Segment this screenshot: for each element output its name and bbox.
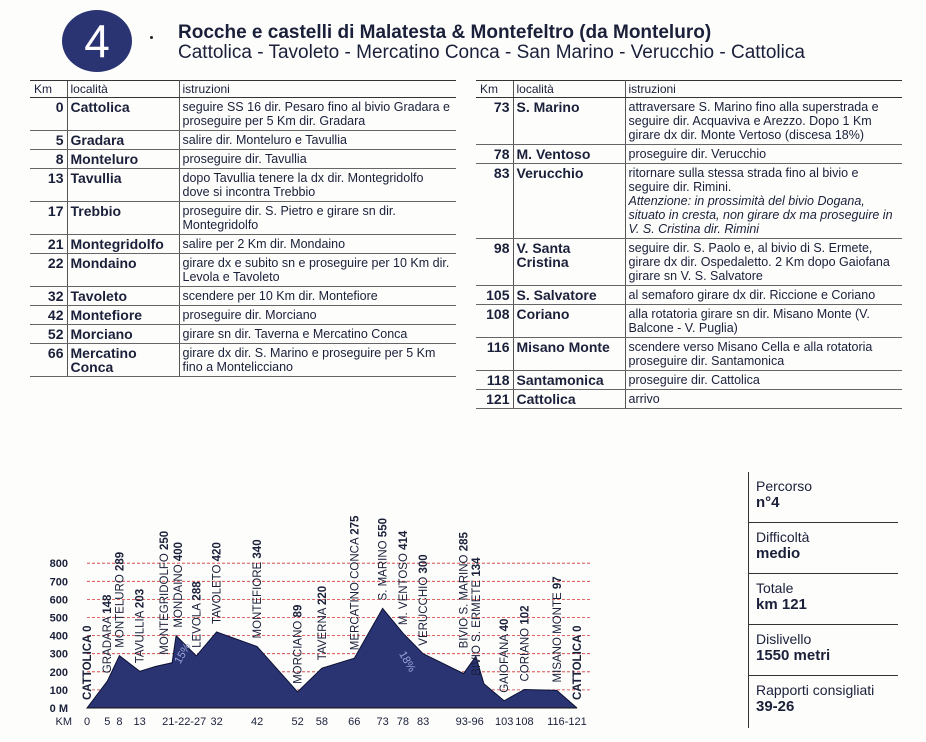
place-name: MONDAINO bbox=[173, 561, 186, 628]
row-km: 121 bbox=[476, 390, 513, 409]
place-name: MERCATINO CONCA bbox=[349, 534, 362, 651]
route-row bbox=[476, 145, 902, 164]
place-label bbox=[317, 586, 329, 660]
place-name: MISANO MONTE bbox=[551, 589, 564, 683]
place-name: MONTEFIORE bbox=[252, 558, 265, 639]
row-location: Cattolica bbox=[513, 390, 625, 409]
x-tick-label: 73 bbox=[376, 716, 389, 728]
row-instructions bbox=[625, 98, 902, 145]
row-instructions bbox=[625, 338, 902, 371]
row-instructions bbox=[179, 131, 456, 150]
place-name: MONTEGRIDOLFO bbox=[158, 549, 171, 655]
y-tick-label: 800 bbox=[49, 558, 68, 571]
y-tick-label: 700 bbox=[49, 576, 68, 589]
row-instructions-text: attraversare S. Marino fino alla superstrada e seguire dir. Acquaviva e Arezzo. Dopo 1 Km girare dx dir. Monte Vertoso (discesa 18%) bbox=[628, 100, 879, 142]
info-percorso-value: n°4 bbox=[756, 494, 780, 511]
row-instructions-text: arrivo bbox=[628, 392, 660, 406]
row-instructions bbox=[625, 305, 902, 338]
row-instructions-text: dopo Tavullia tenere la dx dir. Montegridolfo dove si incontra Trebbio bbox=[182, 171, 424, 199]
place-label bbox=[378, 518, 390, 600]
place-altitude: 550 bbox=[377, 517, 390, 538]
row-instructions bbox=[179, 235, 456, 254]
row-location: Mercatino Conca bbox=[67, 344, 179, 377]
route-row bbox=[476, 239, 902, 286]
route-row bbox=[30, 131, 456, 150]
info-dislivello bbox=[748, 625, 898, 676]
place-label bbox=[349, 515, 361, 650]
row-instructions bbox=[179, 325, 456, 344]
place-name: GAIOFANA bbox=[499, 631, 512, 693]
row-location: Misano Monte bbox=[513, 338, 625, 371]
info-rapporti-label: Rapporti consigliati bbox=[756, 682, 875, 698]
row-km: 13 bbox=[30, 169, 67, 202]
place-altitude: 220 bbox=[316, 585, 329, 606]
place-altitude: 102 bbox=[519, 605, 532, 625]
info-difficolta bbox=[748, 523, 898, 574]
row-km: 83 bbox=[476, 164, 513, 239]
x-tick-label: 116-121 bbox=[547, 716, 587, 728]
row-location: Gradara bbox=[67, 131, 179, 150]
row-location: Trebbio bbox=[67, 202, 179, 235]
x-tick-label: 8 bbox=[116, 716, 123, 728]
place-label bbox=[293, 605, 305, 684]
y-tick-label: 500 bbox=[49, 612, 68, 625]
route-number-badge: 4 bbox=[62, 10, 132, 72]
place-name: GRADARA bbox=[102, 613, 115, 674]
place-name: LEVOLA bbox=[191, 600, 204, 648]
row-km: 105 bbox=[476, 286, 513, 305]
route-info-panel bbox=[748, 472, 898, 726]
row-instructions bbox=[179, 254, 456, 287]
x-tick-label: 5 bbox=[104, 716, 111, 728]
row-km: 32 bbox=[30, 287, 67, 306]
decorative-dot bbox=[150, 36, 153, 39]
route-row bbox=[476, 338, 902, 371]
row-instructions-text: proseguire dir. S. Pietro e girare sn dir. Montegridolfo bbox=[182, 204, 396, 232]
place-label bbox=[102, 594, 114, 673]
route-row bbox=[476, 164, 902, 239]
x-tick-label: 58 bbox=[315, 716, 329, 728]
place-altitude: 0 bbox=[82, 625, 94, 632]
y-tick-label: 200 bbox=[49, 666, 68, 679]
x-tick-label: 13 bbox=[133, 716, 146, 728]
row-location: V. Santa Cristina bbox=[513, 239, 625, 286]
place-label bbox=[418, 554, 430, 645]
row-location: Mondaino bbox=[67, 254, 179, 287]
row-km: 52 bbox=[30, 325, 67, 344]
x-tick-label: 93-96 bbox=[455, 716, 484, 728]
row-location: Cattolica bbox=[67, 98, 179, 131]
row-km: 118 bbox=[476, 371, 513, 390]
place-altitude: 134 bbox=[470, 557, 483, 577]
place-name: CATTOLICA bbox=[572, 631, 585, 700]
info-totale bbox=[748, 574, 898, 625]
row-location: Coriano bbox=[513, 305, 625, 338]
location-header: località bbox=[513, 81, 625, 98]
place-altitude: 400 bbox=[173, 541, 186, 562]
place-name: S. MARINO bbox=[377, 537, 390, 601]
place-name: CORIANO bbox=[519, 624, 532, 682]
row-km: 8 bbox=[30, 150, 67, 169]
place-altitude: 148 bbox=[102, 594, 115, 614]
route-row bbox=[30, 306, 456, 325]
row-location: Santamonica bbox=[513, 371, 625, 390]
row-location: Verucchio bbox=[513, 164, 625, 239]
row-instructions-text: scendere verso Misano Cella e alla rotatoria proseguire dir. Santamonica bbox=[628, 340, 873, 368]
route-row bbox=[476, 286, 902, 305]
y-tick-label: 600 bbox=[49, 594, 68, 607]
x-tick-label: 108 bbox=[515, 716, 534, 728]
row-instructions bbox=[179, 98, 456, 131]
row-instructions-text: proseguire dir. Verucchio bbox=[628, 147, 767, 161]
page-subtitle: Cattolica - Tavoleto - Mercatino Conca - San Marino - Verucchio - Cattolica bbox=[178, 42, 805, 63]
info-divider bbox=[748, 472, 749, 728]
route-row bbox=[30, 254, 456, 287]
info-dislivello-label: Dislivello bbox=[756, 631, 812, 647]
place-label bbox=[82, 625, 94, 700]
row-warning-note: Attenzione: in prossimità del bivio Dogana, situato in cresta, non girare dx ma proseguire in V. S. Cristina dir. Rimini bbox=[628, 194, 893, 236]
place-altitude: 89 bbox=[292, 604, 305, 618]
row-km: 17 bbox=[30, 202, 67, 235]
y-tick-label: 300 bbox=[49, 648, 68, 661]
info-percorso bbox=[748, 472, 898, 523]
km-header: Km bbox=[476, 81, 513, 98]
place-name: CATTOLICA bbox=[82, 631, 94, 700]
row-instructions-text: seguire SS 16 dir. Pesaro fino al bivio Gradara e proseguire per 5 Km dir. Gradara bbox=[182, 100, 451, 128]
row-instructions bbox=[625, 390, 902, 409]
place-label bbox=[552, 576, 564, 682]
x-tick-label: 78 bbox=[396, 716, 410, 728]
place-label bbox=[499, 619, 511, 693]
info-difficolta-label: Difficoltà bbox=[756, 529, 810, 545]
row-instructions-text: ritornare sulla stessa strada fino al bivio e seguire dir. Rimini. bbox=[628, 166, 859, 194]
row-location: M. Ventoso bbox=[513, 145, 625, 164]
route-row bbox=[30, 202, 456, 235]
place-altitude: 414 bbox=[397, 530, 410, 550]
row-instructions bbox=[179, 287, 456, 306]
row-instructions-text: salire dir. Monteluro e Tavullia bbox=[182, 133, 347, 147]
row-location: Monteluro bbox=[67, 150, 179, 169]
route-row bbox=[30, 98, 456, 131]
place-name: M. VENTOSO bbox=[397, 549, 410, 626]
elevation-profile bbox=[30, 470, 730, 732]
route-row bbox=[30, 325, 456, 344]
row-instructions-text: girare dx dir. S. Marino e proseguire per 5 Km fino a Montelicciano bbox=[182, 346, 436, 374]
x-tick-label: 66 bbox=[348, 716, 361, 728]
place-altitude: 285 bbox=[458, 532, 471, 552]
info-dislivello-value: 1550 metri bbox=[756, 647, 831, 664]
place-name: TAVERNA bbox=[316, 605, 329, 661]
row-instructions-text: scendere per 10 Km dir. Montefiore bbox=[182, 289, 378, 303]
row-instructions bbox=[179, 150, 456, 169]
x-tick-label: 0 bbox=[83, 716, 91, 728]
place-altitude: 288 bbox=[191, 581, 204, 601]
row-location: S. Marino bbox=[513, 98, 625, 145]
route-table-left bbox=[30, 80, 456, 377]
info-difficolta-value: medio bbox=[756, 545, 801, 562]
row-instructions bbox=[625, 286, 902, 305]
place-label bbox=[191, 581, 203, 648]
place-altitude: 40 bbox=[499, 618, 512, 632]
x-tick-label: 21-22-27 bbox=[162, 716, 207, 728]
row-instructions bbox=[179, 202, 456, 235]
row-instructions bbox=[625, 164, 902, 239]
row-instructions bbox=[625, 239, 902, 286]
row-instructions-text: al semaforo girare dx dir. Riccione e Coriano bbox=[628, 288, 876, 302]
place-label bbox=[159, 531, 171, 655]
location-header: località bbox=[67, 81, 179, 98]
x-tick-label: 52 bbox=[291, 716, 304, 728]
row-location: Montefiore bbox=[67, 306, 179, 325]
instructions-header: istruzioni bbox=[179, 81, 456, 98]
row-km: 21 bbox=[30, 235, 67, 254]
info-rapporti bbox=[748, 676, 898, 726]
place-label bbox=[398, 530, 410, 625]
place-label bbox=[114, 552, 126, 648]
place-label bbox=[135, 589, 147, 663]
route-row bbox=[476, 305, 902, 338]
page-title: Rocche e castelli di Malatesta & Montefeltro (da Monteluro) bbox=[178, 22, 712, 43]
route-row bbox=[30, 235, 456, 254]
route-row bbox=[30, 150, 456, 169]
info-rapporti-value: 39-26 bbox=[756, 698, 795, 715]
place-name: MORCIANO bbox=[292, 617, 305, 684]
row-km: 116 bbox=[476, 338, 513, 371]
place-altitude: 300 bbox=[418, 554, 431, 574]
place-label bbox=[519, 605, 531, 681]
route-row bbox=[476, 98, 902, 145]
row-km: 108 bbox=[476, 305, 513, 338]
info-totale-value: km 121 bbox=[756, 596, 807, 613]
row-instructions-text: girare dx e subito sn e proseguire per 10 Km dir. Levola e Tavoleto bbox=[182, 256, 450, 284]
x-tick-label: 83 bbox=[417, 716, 430, 728]
row-km: 0 bbox=[30, 98, 67, 131]
row-instructions-text: alla rotatoria girare sn dir. Misano Monte (V. Balcone - V. Puglia) bbox=[628, 307, 870, 335]
y-tick-label: 100 bbox=[49, 684, 68, 697]
place-label bbox=[572, 625, 584, 700]
row-km: 5 bbox=[30, 131, 67, 150]
route-row bbox=[30, 287, 456, 306]
place-altitude: 250 bbox=[158, 530, 171, 550]
x-tick-label: 32 bbox=[210, 716, 223, 728]
place-altitude: 289 bbox=[114, 551, 127, 572]
place-label bbox=[459, 531, 471, 648]
place-name: VERUCCHIO bbox=[418, 573, 431, 646]
row-km: 42 bbox=[30, 306, 67, 325]
row-km: 22 bbox=[30, 254, 67, 287]
place-label bbox=[252, 539, 264, 638]
place-altitude: 275 bbox=[349, 515, 362, 535]
y-tick-label: 400 bbox=[49, 630, 68, 643]
place-altitude: 340 bbox=[252, 539, 265, 559]
row-km: 98 bbox=[476, 239, 513, 286]
row-instructions-text: proseguire dir. Cattolica bbox=[628, 373, 760, 387]
row-instructions-text: proseguire dir. Morciano bbox=[182, 308, 317, 322]
place-altitude: 420 bbox=[211, 542, 224, 562]
y-tick-label: 0 M bbox=[49, 703, 68, 715]
row-instructions-text: proseguire dir. Tavullia bbox=[182, 152, 307, 166]
row-km: 78 bbox=[476, 145, 513, 164]
row-location: Tavullia bbox=[67, 169, 179, 202]
route-row bbox=[476, 390, 902, 409]
grade-label: 15% bbox=[172, 640, 194, 667]
row-instructions bbox=[179, 306, 456, 325]
place-label bbox=[471, 557, 483, 676]
row-instructions-text: salire per 2 Km dir. Mondaino bbox=[182, 237, 346, 251]
place-name: TAVULLIA bbox=[134, 608, 147, 664]
route-table-right bbox=[476, 80, 902, 409]
place-name: MONTELURO bbox=[114, 571, 127, 648]
row-location: Morciano bbox=[67, 325, 179, 344]
place-label bbox=[212, 542, 224, 624]
place-name: BIVIO S. MARINO bbox=[458, 551, 471, 649]
km-header: Km bbox=[30, 81, 67, 98]
info-percorso-label: Percorso bbox=[756, 478, 813, 494]
route-row bbox=[30, 344, 456, 377]
row-instructions bbox=[625, 371, 902, 390]
x-tick-label: 42 bbox=[250, 716, 264, 728]
x-axis-prefix: KM bbox=[55, 716, 72, 728]
instructions-header: istruzioni bbox=[625, 81, 902, 98]
row-instructions bbox=[625, 145, 902, 164]
row-location: Tavoleto bbox=[67, 287, 179, 306]
place-name: TAVOLETO bbox=[211, 561, 224, 624]
row-location: Montegridolfo bbox=[67, 235, 179, 254]
route-row bbox=[476, 371, 902, 390]
row-km: 66 bbox=[30, 344, 67, 377]
route-row bbox=[30, 169, 456, 202]
place-label bbox=[173, 542, 185, 628]
row-km: 73 bbox=[476, 98, 513, 145]
row-instructions-text: girare sn dir. Taverna e Mercatino Conca bbox=[182, 327, 408, 341]
info-totale-label: Totale bbox=[756, 580, 794, 596]
place-altitude: 0 bbox=[572, 625, 585, 632]
row-location: S. Salvatore bbox=[513, 286, 625, 305]
place-altitude: 203 bbox=[134, 588, 147, 609]
row-instructions-text: seguire dir. S. Paolo e, al bivio di S. Ermete, girare dx dir. Ospedaletto. 2 Km dopo Gaiofana girare sn V. S. Salvatore bbox=[628, 241, 890, 283]
place-altitude: 97 bbox=[551, 576, 564, 590]
grade-label: 18% bbox=[396, 649, 418, 675]
row-instructions bbox=[179, 344, 456, 377]
x-tick-label: 103 bbox=[494, 716, 514, 728]
place-name: BIVIO S. ERMETE bbox=[470, 576, 483, 676]
row-instructions bbox=[179, 169, 456, 202]
